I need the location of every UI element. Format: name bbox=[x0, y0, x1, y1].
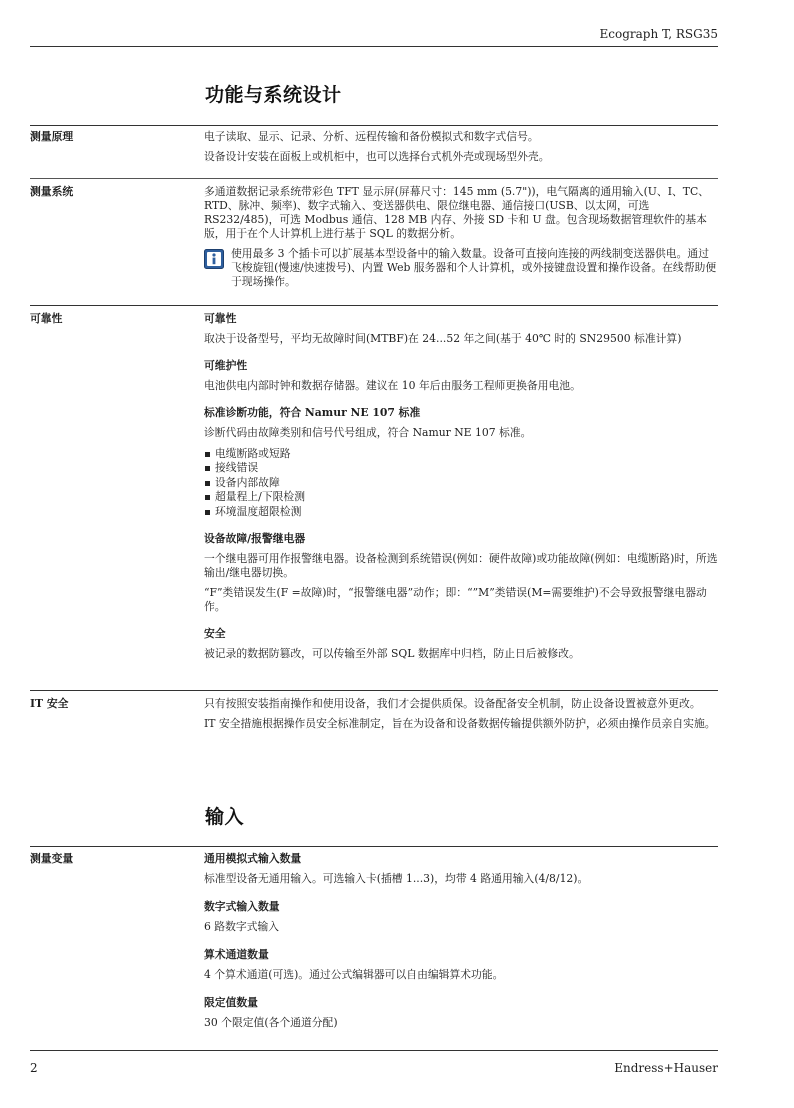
row-divider bbox=[30, 125, 718, 126]
row-divider bbox=[30, 305, 718, 306]
row-content-measured-variable bbox=[204, 852, 718, 1036]
paragraph: 被记录的数据防篡改，可以传输至外部 SQL 数据库中归档，防止日后被修改。 bbox=[204, 647, 580, 661]
list-item: 设备内部故障 bbox=[204, 476, 718, 490]
row-content-it-security bbox=[204, 697, 718, 737]
paragraph: 6 路数字式输入 bbox=[204, 920, 280, 933]
info-icon bbox=[204, 249, 224, 269]
paragraph: IT 安全措施根据操作员安全标准制定，旨在为设备和设备数据传输提供额外防护，必须由操作员亲自实施。 bbox=[204, 717, 716, 730]
note-text: 使用最多 3 个插卡可以扩展基本型设备中的输入数量。设备可直接向连接的两线制变送器供电。通过飞梭旋钮(慢速/快速拨号)、内置 Web 服务器和个人计算机，或外接键盘设置和操作设备。在线帮助便于现场操作。 bbox=[231, 247, 717, 288]
list-item: 接线错误 bbox=[204, 461, 718, 475]
list-item: 超量程上/下限检测 bbox=[204, 490, 718, 504]
paragraph: 标准型设备无通用输入。可选输入卡(插槽 1...3)，均带 4 路通用输入(4/8/12)。 bbox=[204, 872, 589, 885]
document-header-title: Ecograph T, RSG35 bbox=[599, 27, 718, 41]
row-divider bbox=[30, 846, 718, 847]
paragraph: 诊断代码由故障类别和信号代号组成，符合 Namur NE 107 标准。 bbox=[204, 426, 532, 439]
row-label-it-security: IT 安全 bbox=[30, 697, 69, 710]
section-title-input: 输入 bbox=[205, 806, 245, 828]
subheading-analog-inputs: 通用模拟式输入数量 bbox=[204, 852, 302, 865]
subheading-diagnostics: 标准诊断功能，符合 Namur NE 107 标准 bbox=[204, 406, 421, 419]
paragraph: 取决于设备型号，平均无故障时间(MTBF)在 24...52 年之间(基于 40℃ 时的 SN29500 标准计算) bbox=[204, 332, 682, 345]
diagnostics-list bbox=[204, 447, 718, 519]
info-note bbox=[204, 247, 718, 289]
row-divider bbox=[30, 690, 718, 691]
paragraph: 只有按照安装指南操作和使用设备，我们才会提供质保。设备配备安全机制，防止设备设置被意外更改。 bbox=[204, 697, 701, 710]
list-item: 电缆断路或短路 bbox=[204, 447, 718, 461]
row-content-reliability bbox=[204, 312, 718, 667]
footer-brand: Endress+Hauser bbox=[614, 1061, 718, 1075]
paragraph: 多通道数据记录系统带彩色 TFT 显示屏(屏幕尺寸：145 mm (5.7"))，电气隔离的通用输入(U、I、TC、RTD、脉冲、频率)、数字式输入、变送器供电、限位继电器、通信接口(USB、以太网，可选 RS232/485)，可选 Modbus 通信、128 MB 内存、外接 SD 卡和 U 盘。包含现场数据管理软件的基本版，用于在个人计算机上进行基于 SQL 的数据分析。 bbox=[204, 185, 710, 240]
paragraph: 30 个限定值(各个通道分配) bbox=[204, 1016, 338, 1029]
paragraph: 电池供电内部时钟和数据存储器。建议在 10 年后由服务工程师更换备用电池。 bbox=[204, 379, 581, 392]
row-divider bbox=[30, 178, 718, 179]
header-rule bbox=[30, 46, 718, 47]
footer-rule bbox=[30, 1050, 718, 1051]
subheading-math-channels: 算术通道数量 bbox=[204, 948, 269, 961]
row-label-measured-variable: 测量变量 bbox=[30, 852, 74, 865]
section-title-function: 功能与系统设计 bbox=[205, 84, 342, 106]
subheading-security: 安全 bbox=[204, 627, 226, 641]
paragraph: 设备设计安装在面板上或机柜中，也可以选择台式机外壳或现场型外壳。 bbox=[204, 150, 550, 163]
subheading-limit-values: 限定值数量 bbox=[204, 996, 258, 1009]
paragraph: “F”类错误发生(F =故障)时，“报警继电器”动作；即：“”M”类错误(M=需要维护)不会导致报警继电器动作。 bbox=[204, 586, 707, 614]
list-item: 环境温度超限检测 bbox=[204, 505, 718, 519]
subheading-reliability: 可靠性 bbox=[204, 312, 237, 325]
subheading-maintainability: 可维护性 bbox=[204, 359, 248, 372]
page-number: 2 bbox=[30, 1061, 38, 1075]
row-label-system: 测量系统 bbox=[30, 185, 74, 198]
row-label-reliability: 可靠性 bbox=[30, 312, 63, 325]
paragraph: 电子读取、显示、记录、分析、远程传输和备份模拟式和数字式信号。 bbox=[204, 130, 539, 143]
subheading-digital-inputs: 数字式输入数量 bbox=[204, 900, 280, 913]
paragraph: 4 个算术通道(可选)。通过公式编辑器可以自由编辑算术功能。 bbox=[204, 968, 504, 981]
subheading-alarm-relay: 设备故障/报警继电器 bbox=[204, 532, 306, 546]
row-label-principle: 测量原理 bbox=[30, 130, 74, 143]
row-content-principle bbox=[204, 130, 718, 170]
paragraph: 一个继电器可用作报警继电器。设备检测到系统错误(例如：硬件故障)或功能故障(例如：电缆断路)时，所选输出/继电器切换。 bbox=[204, 552, 718, 580]
row-content-system bbox=[204, 185, 718, 295]
